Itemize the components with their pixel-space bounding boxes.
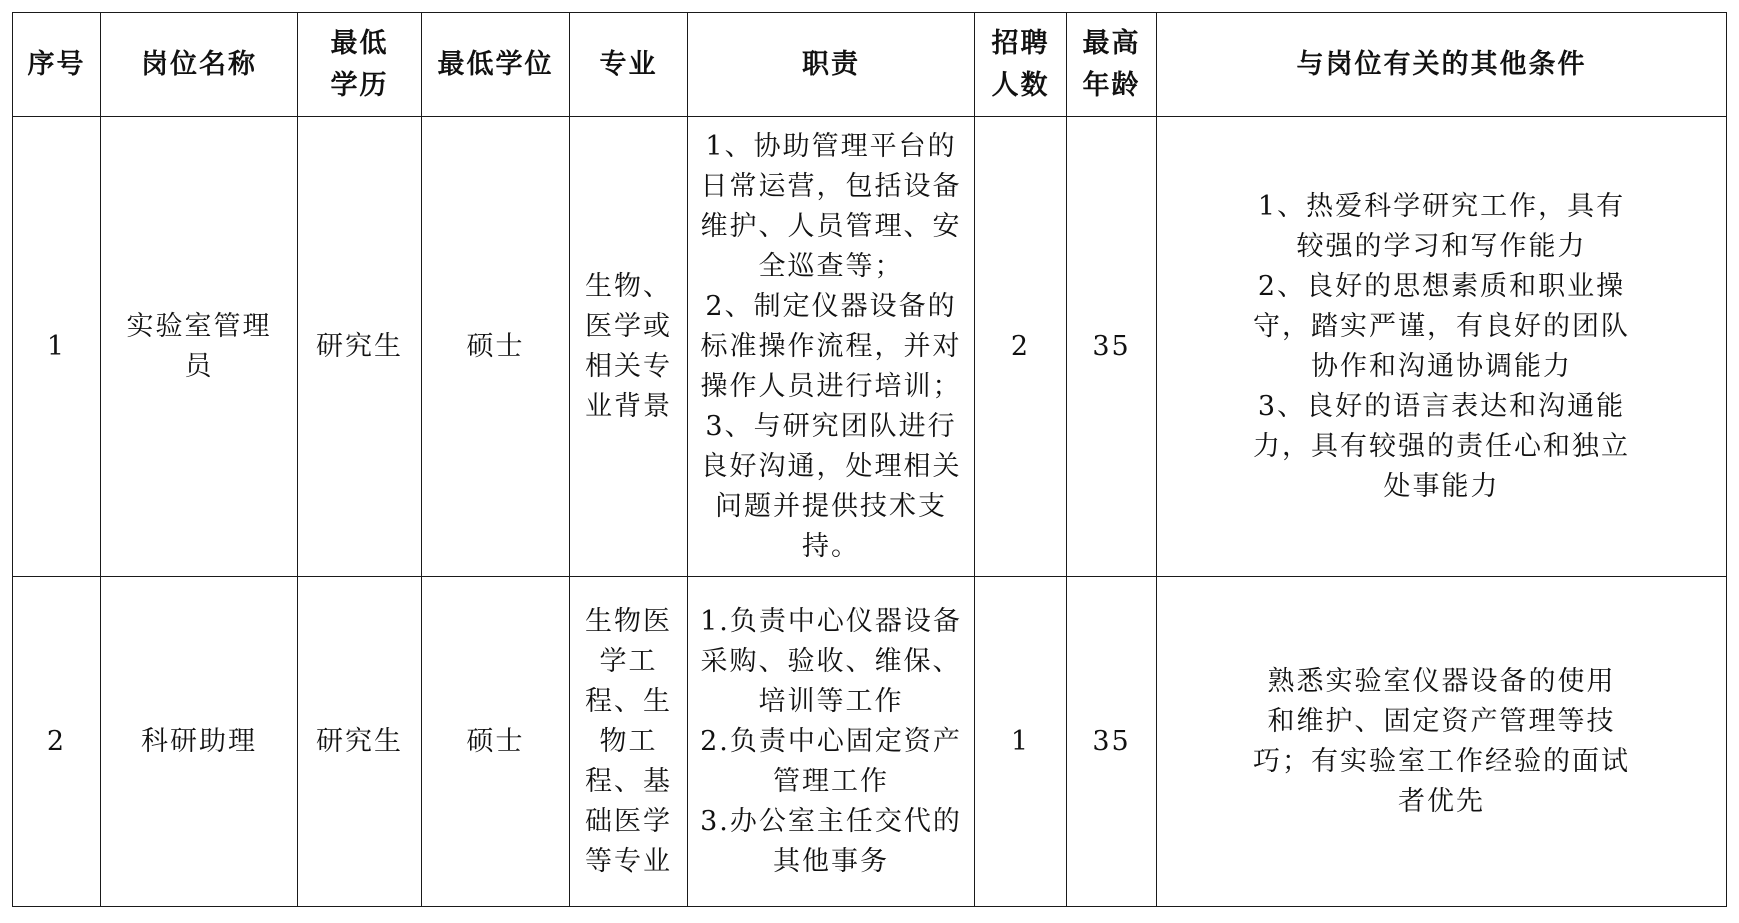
other-line: 者优先 [1398, 785, 1485, 817]
duty-line: 培训等工作 [758, 685, 904, 717]
cell-major [570, 577, 688, 907]
major-line: 生物、 [585, 270, 672, 302]
duty-line: 3、与研究团队进行 [705, 410, 957, 442]
header-max-age-line1: 最高 [1082, 27, 1141, 59]
cell-position-line1: 科研助理 [141, 725, 257, 757]
cell-seq: 2 [13, 577, 101, 907]
header-min-education-line1: 最低 [330, 27, 389, 59]
major-line: 物工 [599, 725, 658, 757]
cell-degree: 硕士 [422, 577, 570, 907]
header-row [13, 13, 1727, 117]
cell-other-conditions [1157, 577, 1727, 907]
job-table [12, 12, 1727, 907]
cell-major [570, 117, 688, 577]
cell-hire-count: 1 [975, 577, 1067, 907]
table-row [13, 577, 1727, 907]
major-line: 程、生 [585, 685, 672, 717]
header-hire-count-line1: 招聘 [991, 27, 1050, 59]
cell-seq: 1 [13, 117, 101, 577]
cell-duty [688, 577, 975, 907]
duty-line: 操作人员进行培训； [700, 370, 962, 402]
duty-line: 3.办公室主任交代的 [700, 805, 962, 837]
header-max-age-line2: 年龄 [1082, 69, 1141, 101]
cell-education: 研究生 [298, 577, 422, 907]
other-line: 熟悉实验室仪器设备的使用 [1267, 665, 1616, 697]
header-major: 专业 [570, 13, 688, 117]
major-line: 等专业 [585, 845, 672, 877]
header-seq: 序号 [13, 13, 101, 117]
header-max-age [1067, 13, 1157, 117]
duty-line: 问题并提供技术支 [715, 490, 947, 522]
other-line: 2、良好的思想素质和职业操 [1257, 270, 1626, 302]
major-line: 相关专 [585, 350, 672, 382]
duty-line: 1、协助管理平台的 [705, 130, 957, 162]
other-line: 协作和沟通协调能力 [1311, 350, 1572, 382]
cell-duty [688, 117, 975, 577]
table-row [13, 117, 1727, 577]
duty-line: 采购、验收、维保、 [700, 645, 962, 677]
cell-hire-count: 2 [975, 117, 1067, 577]
duty-line: 标准操作流程，并对 [700, 330, 962, 362]
cell-education: 研究生 [298, 117, 422, 577]
other-line: 处事能力 [1383, 470, 1500, 502]
duty-line: 1.负责中心仪器设备 [700, 605, 962, 637]
duty-line: 管理工作 [773, 765, 889, 797]
other-line: 较强的学习和写作能力 [1296, 230, 1587, 262]
header-other-conditions: 与岗位有关的其他条件 [1157, 13, 1727, 117]
cell-max-age: 35 [1067, 117, 1157, 577]
duty-line: 良好沟通，处理相关 [700, 450, 962, 482]
other-line: 力，具有较强的责任心和独立 [1253, 430, 1630, 462]
major-line: 生物医 [585, 605, 672, 637]
duty-line: 维护、人员管理、安 [700, 210, 962, 242]
major-line: 医学或 [585, 310, 672, 342]
header-duty: 职责 [688, 13, 975, 117]
other-line: 1、热爱科学研究工作，具有 [1257, 190, 1626, 222]
other-line: 守，踏实严谨，有良好的团队 [1253, 310, 1630, 342]
header-hire-count-line2: 人数 [991, 69, 1050, 101]
duty-line: 2.负责中心固定资产 [700, 725, 962, 757]
cell-position-line2: 员 [184, 350, 214, 382]
other-line: 巧；有实验室工作经验的面试 [1253, 745, 1630, 777]
other-line: 3、良好的语言表达和沟通能 [1257, 390, 1626, 422]
cell-degree: 硕士 [422, 117, 570, 577]
cell-other-conditions [1157, 117, 1727, 577]
major-line: 业背景 [585, 390, 672, 422]
duty-line: 其他事务 [773, 845, 889, 877]
header-min-degree: 最低学位 [422, 13, 570, 117]
duty-line: 日常运营，包括设备 [700, 170, 962, 202]
major-line: 础医学 [585, 805, 672, 837]
cell-max-age: 35 [1067, 577, 1157, 907]
cell-position [101, 117, 298, 577]
duty-line: 2、制定仪器设备的 [705, 290, 957, 322]
cell-position [101, 577, 298, 907]
header-min-education [298, 13, 422, 117]
header-position: 岗位名称 [101, 13, 298, 117]
other-line: 和维护、固定资产管理等技 [1267, 705, 1616, 737]
header-hire-count [975, 13, 1067, 117]
header-min-education-line2: 学历 [330, 69, 389, 101]
duty-line: 全巡查等； [758, 250, 904, 282]
major-line: 学工 [599, 645, 658, 677]
cell-position-line1: 实验室管理 [126, 310, 272, 342]
duty-line: 持。 [802, 530, 860, 562]
major-line: 程、基 [585, 765, 672, 797]
